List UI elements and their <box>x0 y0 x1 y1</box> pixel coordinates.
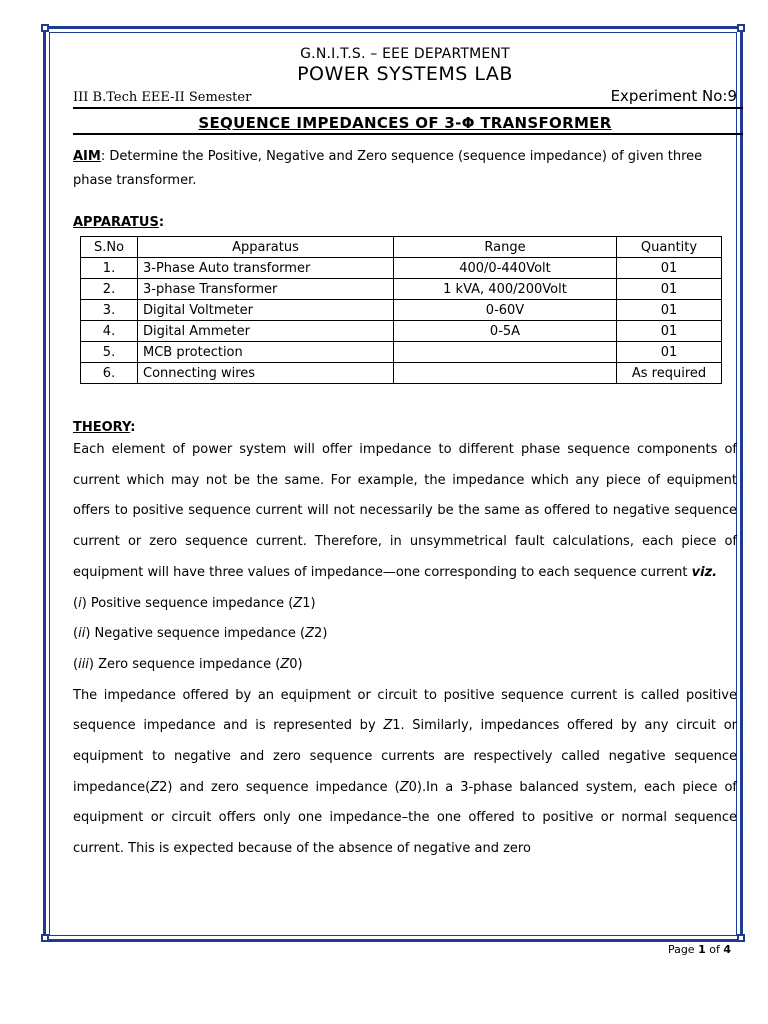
table-row <box>81 342 722 363</box>
table-cell: 0-5A <box>394 321 617 342</box>
table-header-row <box>81 237 722 258</box>
theory-paragraph-2: The impedance offered by an equipment or circuit to positive sequence current is called positive sequence impedance and is represented by Z1. Similarly, impedances offered by any circuit or equipment to negative and zero sequence currents are respectively called negative sequence impedance(Z2) and zero sequence impedance (Z0).In a 3-phase balanced system, each piece of equipment or circuit offers only one impedance–the one offered to positive or normal sequence current. This is expected because of the absence of negative and zero <box>73 687 737 857</box>
theory-label: THEORY <box>73 420 131 435</box>
experiment-number: Experiment No:9 <box>610 87 737 105</box>
document-content <box>73 40 737 865</box>
list-item: (iii) Zero sequence impedance (Z0) <box>73 656 303 672</box>
apparatus-heading: APPARATUS: <box>73 215 165 230</box>
table-row <box>81 321 722 342</box>
table-cell <box>394 342 617 363</box>
title-rule <box>73 133 743 135</box>
list-item: (i) Positive sequence impedance (Z1) <box>73 595 316 611</box>
page-number: Page 1 of 4 <box>667 943 731 956</box>
table-cell: Digital Voltmeter <box>138 300 394 321</box>
apparatus-label: APPARATUS <box>73 215 159 230</box>
table-cell: 4. <box>81 321 138 342</box>
table-cell: 01 <box>617 279 722 300</box>
table-cell: 01 <box>617 321 722 342</box>
table-cell: 1. <box>81 258 138 279</box>
table-row <box>81 300 722 321</box>
table-header-cell: Apparatus <box>138 237 394 258</box>
list-item: (ii) Negative sequence impedance (Z2) <box>73 626 328 642</box>
table-cell: MCB protection <box>138 342 394 363</box>
semester-label: III B.Tech EEE-II Semester <box>73 90 252 105</box>
table-cell: 6. <box>81 363 138 384</box>
table-cell: 5. <box>81 342 138 363</box>
table-cell: 01 <box>617 300 722 321</box>
table-cell: 1 kVA, 400/200Volt <box>394 279 617 300</box>
table-row <box>81 279 722 300</box>
table-cell <box>394 363 617 384</box>
corner-ornament <box>41 934 49 942</box>
header-rule <box>73 107 743 109</box>
table-row <box>81 258 722 279</box>
table-cell: Connecting wires <box>138 363 394 384</box>
table-cell: 400/0-440Volt <box>394 258 617 279</box>
aim-label: AIM <box>73 149 101 164</box>
table-cell: 2. <box>81 279 138 300</box>
experiment-title: SEQUENCE IMPEDANCES OF 3-Φ TRANSFORMER <box>198 114 612 132</box>
theory-text: Each element of power system will offer impedance to different phase sequence components of current which may not be the same. For example, the impedance which any piece of equipment offers to positive sequence current will not necessarily be the same as offered to negative sequence current or zero sequence current. Therefore, in unsymmetrical fault calculations, each piece of equipment will have three values of impedance—one corresponding to each sequence current <box>73 442 737 580</box>
table-cell: 3-phase Transformer <box>138 279 394 300</box>
corner-ornament <box>41 24 49 32</box>
corner-ornament <box>737 934 745 942</box>
table-cell: As required <box>617 363 722 384</box>
viz-text: viz. <box>691 564 718 580</box>
lab-heading: POWER SYSTEMS LAB <box>297 63 513 85</box>
table-cell: 01 <box>617 258 722 279</box>
apparatus-table <box>80 236 722 384</box>
theory-paragraph-1 <box>73 435 737 589</box>
table-header-cell: Range <box>394 237 617 258</box>
aim-text: : Determine the Positive, Negative and Zero sequence (sequence impedance) of given three phase transformer. <box>73 149 703 188</box>
semester-row <box>73 87 737 107</box>
table-cell: 0-60V <box>394 300 617 321</box>
theory-heading: THEORY: <box>73 420 136 435</box>
table-cell: Digital Ammeter <box>138 321 394 342</box>
table-header-cell: Quantity <box>617 237 722 258</box>
department-heading: G.N.I.T.S. – EEE DEPARTMENT <box>300 46 510 62</box>
table-cell: 3. <box>81 300 138 321</box>
table-row <box>81 363 722 384</box>
table-header-cell: S.No <box>81 237 138 258</box>
corner-ornament <box>737 24 745 32</box>
aim-section <box>73 145 737 193</box>
table-cell: 3-Phase Auto transformer <box>138 258 394 279</box>
table-cell: 01 <box>617 342 722 363</box>
